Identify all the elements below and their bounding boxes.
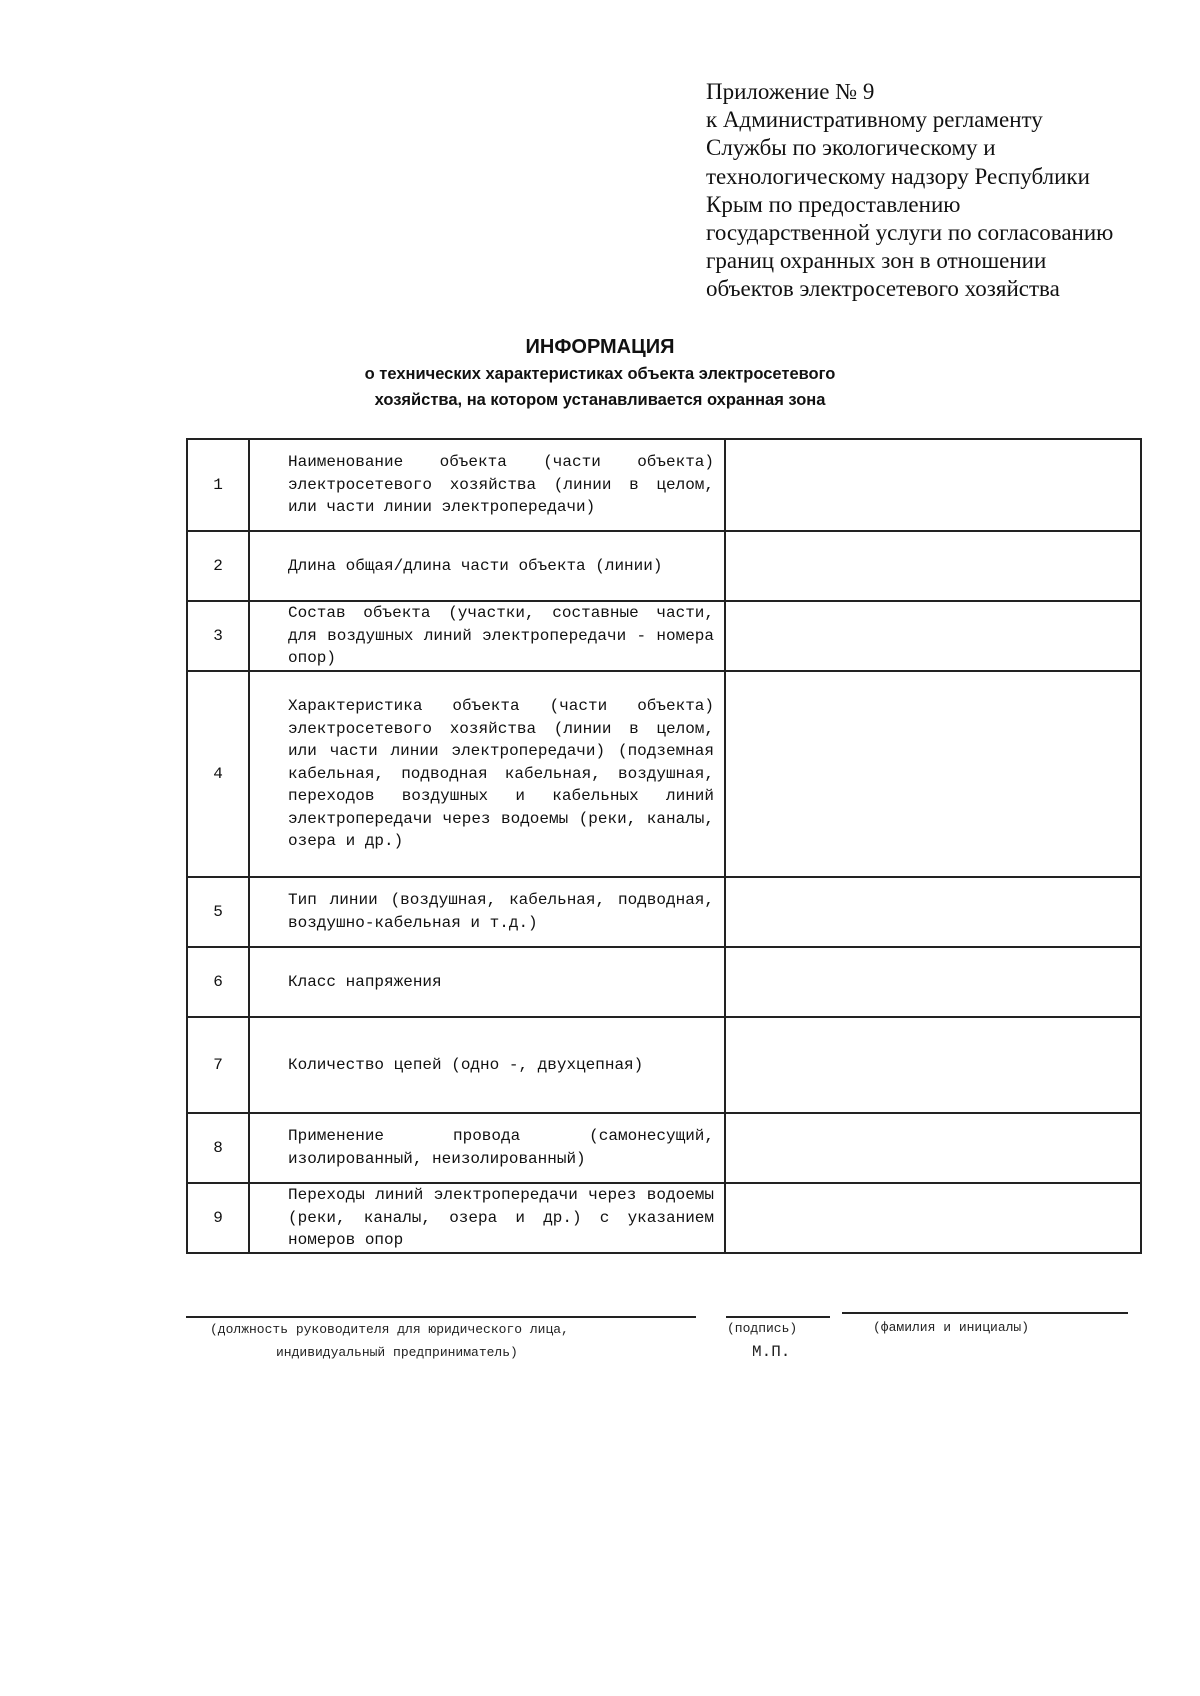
table-row [187,601,1141,671]
name-signature-line[interactable] [842,1312,1128,1314]
row-label: Переходы линий электропередачи через водоемы (реки, каналы, озера и др.) с указанием номеров опор [249,1183,725,1253]
row-label: Длина общая/длина части объекта (линии) [249,531,725,601]
name-caption: (фамилия и инициалы) [873,1320,1030,1335]
row-value-cell[interactable] [725,877,1141,947]
row-label: Наименование объекта (части объекта) электросетевого хозяйства (линии в целом, или части линии электропередачи) [249,439,725,531]
row-number: 2 [187,531,249,601]
table-row [187,1017,1141,1113]
table-row [187,877,1141,947]
signature-caption: (подпись) [727,1321,798,1336]
table-row [187,439,1141,531]
row-number: 8 [187,1113,249,1183]
row-value-cell[interactable] [725,947,1141,1017]
table-row [187,1183,1141,1253]
row-number: 3 [187,601,249,671]
row-label: Тип линии (воздушная, кабельная, подводная, воздушно-кабельная и т.д.) [249,877,725,947]
row-value-cell[interactable] [725,1183,1141,1253]
appendix-line: границ охранных зон в отношении [706,248,1047,274]
appendix-line: Приложение № 9 [706,79,875,104]
appendix-line: технологическому надзору Республики [706,163,1090,189]
row-value-cell[interactable] [725,439,1141,531]
row-number: 6 [187,947,249,1017]
appendix-line: к Административному регламенту [706,107,1043,133]
appendix-block [706,78,1176,304]
row-number: 5 [187,877,249,947]
document-subtitle-line2: хозяйства, на котором устанавливается охранная зона [374,391,826,409]
appendix-line: Службы по экологическому и [706,135,996,161]
row-value-cell[interactable] [725,531,1141,601]
appendix-line: Крым по предоставлению [706,191,961,217]
appendix-line: государственной услуги по согласованию [706,220,1114,246]
row-label: Применение провода (самонесущий, изолированный, неизолированный) [249,1113,725,1183]
row-label: Характеристика объекта (части объекта) электросетевого хозяйства (линии в целом, или части линии электропередачи) (подземная кабельная, подводная кабельная, воздушная, переходов воздушных и кабельных линий электропередачи через водоемы (реки, каналы, озера и др.) [249,671,725,877]
document-title: ИНФОРМАЦИЯ [525,336,675,358]
row-number: 1 [187,439,249,531]
position-caption-line1: (должность руководителя для юридического лица, [210,1322,569,1337]
row-number: 7 [187,1017,249,1113]
row-value-cell[interactable] [725,1017,1141,1113]
row-value-cell[interactable] [725,671,1141,877]
row-label: Количество цепей (одно -, двухцепная) [249,1017,725,1113]
signature-line[interactable] [726,1316,830,1318]
row-value-cell[interactable] [725,1113,1141,1183]
table-row [187,671,1141,877]
table-row [187,1113,1141,1183]
row-value-cell[interactable] [725,601,1141,671]
row-number: 9 [187,1183,249,1253]
info-table [186,438,1142,1254]
stamp-label: М.П. [752,1343,791,1361]
position-signature-line[interactable] [186,1316,696,1318]
row-number: 4 [187,671,249,877]
table-row [187,947,1141,1017]
table-row [187,531,1141,601]
row-label: Состав объекта (участки, составные части, для воздушных линий электропередачи - номера опор) [249,601,725,671]
appendix-line: объектов электросетевого хозяйства [706,276,1060,302]
position-caption-line2: индивидуальный предприниматель) [276,1345,518,1360]
document-subtitle-line1: о технических характеристиках объекта электросетевого [364,365,836,383]
row-label: Класс напряжения [249,947,725,1017]
